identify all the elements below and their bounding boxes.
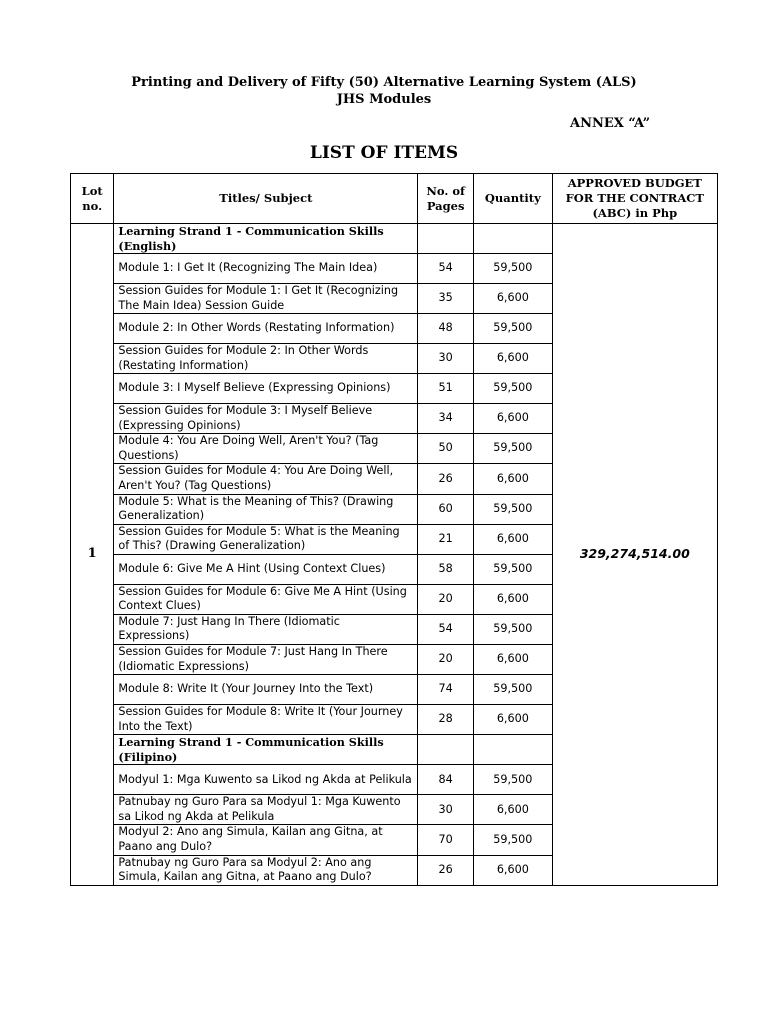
document-title-line1: Printing and Delivery of Fifty (50) Alternative Learning System (ALS) xyxy=(131,75,637,90)
item-title: Patnubay ng Guro Para sa Modyul 2: Ano ang Simula, Kailan ang Gitna, at Paano ang Dulo? xyxy=(114,855,418,885)
item-title: Patnubay ng Guro Para sa Modyul 1: Mga Kuwento sa Likod ng Akda at Pelikula xyxy=(114,795,418,825)
item-pages: 28 xyxy=(418,705,474,735)
item-pages: 58 xyxy=(418,554,474,584)
item-pages: 70 xyxy=(418,825,474,855)
item-quantity: 6,600 xyxy=(474,584,553,614)
items-table-body xyxy=(71,224,718,886)
item-pages: 20 xyxy=(418,645,474,675)
item-pages: 60 xyxy=(418,494,474,524)
item-pages: 21 xyxy=(418,524,474,554)
item-quantity: 59,500 xyxy=(474,675,553,705)
item-quantity: 59,500 xyxy=(474,554,553,584)
header-abc: APPROVED BUDGET FOR THE CONTRACT (ABC) in Php xyxy=(552,174,717,224)
item-pages: 30 xyxy=(418,343,474,373)
item-title: Learning Strand 1 - Communication Skills (Filipino) xyxy=(114,735,418,765)
header-pages: No. of Pages xyxy=(418,174,474,224)
header-title: Titles/ Subject xyxy=(114,174,418,224)
item-pages: 50 xyxy=(418,434,474,464)
item-pages: 48 xyxy=(418,314,474,344)
item-title: Session Guides for Module 7: Just Hang In There (Idiomatic Expressions) xyxy=(114,645,418,675)
item-title: Learning Strand 1 - Communication Skills (English) xyxy=(114,224,418,254)
item-title: Session Guides for Module 1: I Get It (Recognizing The Main Idea) Session Guide xyxy=(114,283,418,313)
item-pages xyxy=(418,224,474,254)
item-title: Session Guides for Module 8: Write It (Your Journey Into the Text) xyxy=(114,705,418,735)
item-title: Session Guides for Module 6: Give Me A Hint (Using Context Clues) xyxy=(114,584,418,614)
item-title: Module 6: Give Me A Hint (Using Context Clues) xyxy=(114,554,418,584)
document-header xyxy=(0,74,768,108)
header-quantity: Quantity xyxy=(474,174,553,224)
item-quantity: 59,500 xyxy=(474,765,553,795)
item-quantity: 6,600 xyxy=(474,343,553,373)
list-title: LIST OF ITEMS xyxy=(309,143,459,163)
lot-number: 1 xyxy=(71,224,114,886)
item-title: Session Guides for Module 4: You Are Doing Well, Aren't You? (Tag Questions) xyxy=(114,464,418,494)
annex-label: ANNEX “A” xyxy=(570,116,651,131)
header-lot: Lot no. xyxy=(71,174,114,224)
item-pages: 74 xyxy=(418,675,474,705)
item-title: Session Guides for Module 3: I Myself Believe (Expressing Opinions) xyxy=(114,403,418,433)
item-quantity: 59,500 xyxy=(474,494,553,524)
item-pages: 34 xyxy=(418,403,474,433)
item-quantity: 59,500 xyxy=(474,374,553,404)
item-quantity: 59,500 xyxy=(474,614,553,644)
item-pages: 30 xyxy=(418,795,474,825)
item-pages: 84 xyxy=(418,765,474,795)
item-pages: 35 xyxy=(418,283,474,313)
item-quantity: 6,600 xyxy=(474,705,553,735)
item-quantity: 59,500 xyxy=(474,434,553,464)
item-title: Module 7: Just Hang In There (Idiomatic Expressions) xyxy=(114,614,418,644)
strand-header-row xyxy=(71,224,718,254)
item-title: Session Guides for Module 5: What is the Meaning of This? (Drawing Generalization) xyxy=(114,524,418,554)
item-quantity: 6,600 xyxy=(474,464,553,494)
item-title: Module 1: I Get It (Recognizing The Main Idea) xyxy=(114,254,418,284)
item-quantity xyxy=(474,735,553,765)
item-quantity: 6,600 xyxy=(474,283,553,313)
item-quantity: 6,600 xyxy=(474,795,553,825)
item-quantity: 6,600 xyxy=(474,645,553,675)
item-quantity: 6,600 xyxy=(474,524,553,554)
item-title: Module 3: I Myself Believe (Expressing Opinions) xyxy=(114,374,418,404)
item-pages: 51 xyxy=(418,374,474,404)
item-title: Module 2: In Other Words (Restating Information) xyxy=(114,314,418,344)
item-pages: 54 xyxy=(418,254,474,284)
item-title: Session Guides for Module 2: In Other Words (Restating Information) xyxy=(114,343,418,373)
table-header-row xyxy=(71,174,718,224)
item-quantity xyxy=(474,224,553,254)
abc-amount: 329,274,514.00 xyxy=(552,224,717,886)
document-title-line2: JHS Modules xyxy=(336,92,432,107)
item-quantity: 59,500 xyxy=(474,825,553,855)
item-pages: 26 xyxy=(418,464,474,494)
item-title: Modyul 1: Mga Kuwento sa Likod ng Akda at Pelikula xyxy=(114,765,418,795)
item-quantity: 6,600 xyxy=(474,403,553,433)
item-quantity: 59,500 xyxy=(474,314,553,344)
item-pages: 54 xyxy=(418,614,474,644)
item-title: Module 5: What is the Meaning of This? (Drawing Generalization) xyxy=(114,494,418,524)
items-table xyxy=(70,173,718,886)
item-pages: 20 xyxy=(418,584,474,614)
item-quantity: 59,500 xyxy=(474,254,553,284)
item-title: Module 8: Write It (Your Journey Into the Text) xyxy=(114,675,418,705)
item-pages: 26 xyxy=(418,855,474,885)
item-quantity: 6,600 xyxy=(474,855,553,885)
item-title: Modyul 2: Ano ang Simula, Kailan ang Gitna, at Paano ang Dulo? xyxy=(114,825,418,855)
item-title: Module 4: You Are Doing Well, Aren't You? (Tag Questions) xyxy=(114,434,418,464)
item-pages xyxy=(418,735,474,765)
